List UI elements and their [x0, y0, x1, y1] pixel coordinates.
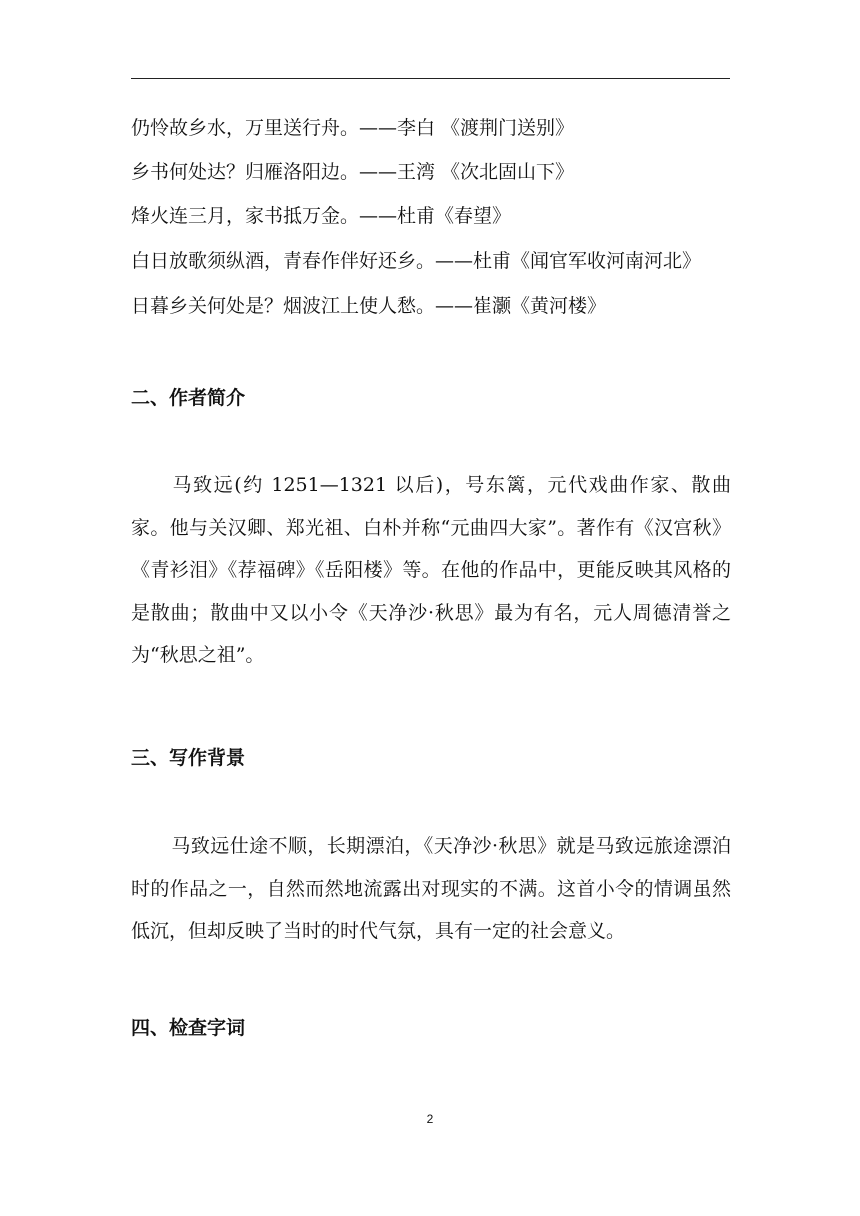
quote-line-4: 白日放歌须纵酒，青春作伴好还乡。——杜甫《闻官军收河南河北》	[131, 250, 702, 272]
header-rule	[131, 78, 730, 79]
page-number: 2	[426, 1112, 434, 1126]
author-paragraph-text: 马致远(约 1251—1321 以后)，号东篱，元代戏曲作家、散曲家。他与关汉卿、郑光祖、白朴并称“元曲四大家”。著作有《汉宫秋》《青衫泪》《荐福碑》《岳阳楼》等。在他的作品中，更能反映其风格的是散曲；散曲中又以小令《天净沙·秋思》最为有名，元人周德清誉之为“秋思之祖”。	[131, 474, 731, 666]
background-paragraph	[131, 825, 731, 953]
section-heading-author: 二、作者简介	[131, 387, 246, 409]
section-heading-vocab: 四、检查字词	[131, 1017, 246, 1039]
quote-line-1: 仍怜故乡水，万里送行舟。——李白 《渡荆门送别》	[131, 117, 575, 139]
quote-line-2: 乡书何处达？归雁洛阳边。——王湾 《次北固山下》	[131, 161, 575, 183]
background-paragraph-text: 马致远仕途不顺，长期漂泊，《天净沙·秋思》就是马致远旅途漂泊时的作品之一，自然而然地流露出对现实的不满。这首小令的情调虽然低沉，但却反映了当时的时代气氛，具有一定的社会意义。	[131, 835, 731, 942]
quote-line-3: 烽火连三月，家书抵万金。——杜甫《春望》	[131, 205, 512, 227]
section-heading-background: 三、写作背景	[131, 747, 246, 769]
quote-line-5: 日暮乡关何处是？烟波江上使人愁。——崔灏《黄河楼》	[131, 295, 607, 317]
author-paragraph	[131, 464, 731, 677]
